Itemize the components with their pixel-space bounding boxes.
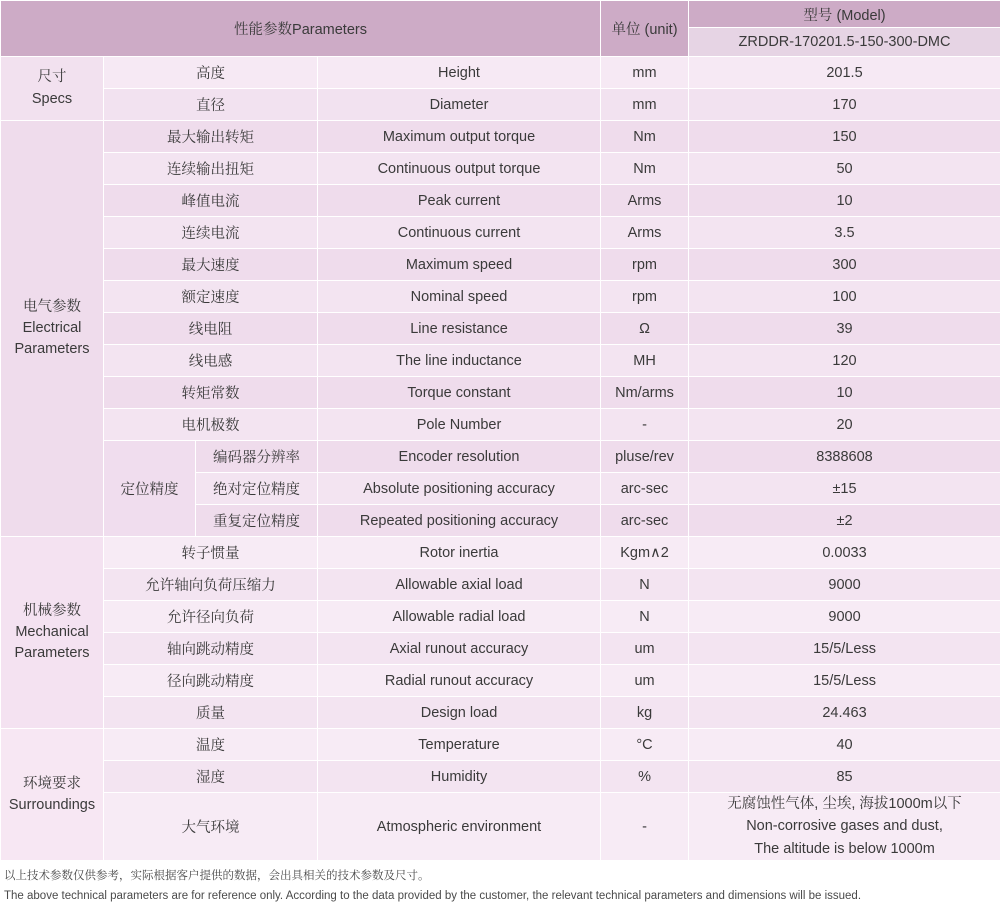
row-repeated-accuracy-value: ±2	[689, 505, 1000, 537]
row-height-value: 201.5	[689, 57, 1000, 89]
table-row	[1, 569, 1000, 601]
row-line-inductance-value: 120	[689, 345, 1000, 377]
row-height-cn: 高度	[104, 57, 318, 89]
row-atmospheric-value-line3: The altitude is below 1000m	[689, 838, 1000, 860]
row-humidity-cn: 湿度	[104, 761, 318, 793]
row-atmospheric-value-line2: Non-corrosive gases and dust,	[689, 815, 1000, 837]
row-max-torque-value: 150	[689, 121, 1000, 153]
table-row	[1, 601, 1000, 633]
table-row	[1, 57, 1000, 89]
row-atmospheric-en: Atmospheric environment	[318, 793, 601, 861]
row-rotor-inertia-unit: Kgm∧2	[601, 537, 689, 569]
table-row	[1, 665, 1000, 697]
row-torque-constant-cn: 转矩常数	[104, 377, 318, 409]
row-line-inductance-en: The line inductance	[318, 345, 601, 377]
row-humidity-en: Humidity	[318, 761, 601, 793]
row-torque-constant-value: 10	[689, 377, 1000, 409]
footnotes	[0, 861, 1000, 906]
row-axial-load-en: Allowable axial load	[318, 569, 601, 601]
row-radial-runout-cn: 径向跳动精度	[104, 665, 318, 697]
row-max-speed-en: Maximum speed	[318, 249, 601, 281]
row-axial-runout-unit: um	[601, 633, 689, 665]
table-row	[1, 281, 1000, 313]
header-unit: 单位 (unit)	[601, 1, 689, 57]
table-row	[1, 697, 1000, 729]
row-diameter-cn: 直径	[104, 89, 318, 121]
row-line-inductance-cn: 线电感	[104, 345, 318, 377]
row-diameter-value: 170	[689, 89, 1000, 121]
row-radial-load-unit: N	[601, 601, 689, 633]
row-nominal-speed-en: Nominal speed	[318, 281, 601, 313]
row-cont-current-en: Continuous current	[318, 217, 601, 249]
row-pole-number-value: 20	[689, 409, 1000, 441]
row-atmospheric-value	[689, 793, 1000, 861]
row-axial-runout-cn: 轴向跳动精度	[104, 633, 318, 665]
row-line-resistance-unit: Ω	[601, 313, 689, 345]
group-electrical	[1, 121, 104, 537]
row-cont-torque-cn: 连续输出扭矩	[104, 153, 318, 185]
row-pole-number-unit: -	[601, 409, 689, 441]
row-radial-load-value: 9000	[689, 601, 1000, 633]
row-absolute-accuracy-cn: 绝对定位精度	[196, 473, 318, 505]
row-rotor-inertia-value: 0.0033	[689, 537, 1000, 569]
row-design-load-cn: 质量	[104, 697, 318, 729]
row-peak-current-en: Peak current	[318, 185, 601, 217]
row-temperature-cn: 温度	[104, 729, 318, 761]
row-repeated-accuracy-en: Repeated positioning accuracy	[318, 505, 601, 537]
table-row	[1, 377, 1000, 409]
row-peak-current-value: 10	[689, 185, 1000, 217]
row-diameter-unit: mm	[601, 89, 689, 121]
row-torque-constant-unit: Nm/arms	[601, 377, 689, 409]
row-peak-current-unit: Arms	[601, 185, 689, 217]
group-electrical-en1: Electrical	[1, 318, 103, 339]
row-encoder-resolution-unit: pluse/rev	[601, 441, 689, 473]
row-line-resistance-en: Line resistance	[318, 313, 601, 345]
group-surroundings-en: Surroundings	[1, 795, 103, 816]
group-electrical-en2: Parameters	[1, 339, 103, 360]
group-specs	[1, 57, 104, 121]
row-radial-runout-unit: um	[601, 665, 689, 697]
row-absolute-accuracy-en: Absolute positioning accuracy	[318, 473, 601, 505]
row-axial-load-cn: 允许轴向负荷压缩力	[104, 569, 318, 601]
subgroup-positioning-accuracy: 定位精度	[104, 441, 196, 537]
row-axial-runout-value: 15/5/Less	[689, 633, 1000, 665]
table-row	[1, 633, 1000, 665]
row-max-speed-value: 300	[689, 249, 1000, 281]
row-line-resistance-cn: 线电阻	[104, 313, 318, 345]
row-height-unit: mm	[601, 57, 689, 89]
group-surroundings-cn: 环境要求	[1, 774, 103, 795]
row-design-load-en: Design load	[318, 697, 601, 729]
row-humidity-value: 85	[689, 761, 1000, 793]
row-cont-torque-value: 50	[689, 153, 1000, 185]
row-peak-current-cn: 峰值电流	[104, 185, 318, 217]
row-encoder-resolution-en: Encoder resolution	[318, 441, 601, 473]
row-repeated-accuracy-unit: arc-sec	[601, 505, 689, 537]
row-absolute-accuracy-unit: arc-sec	[601, 473, 689, 505]
header-model-value: ZRDDR-170201.5-150-300-DMC	[689, 28, 1000, 57]
table-header-row	[1, 1, 1000, 28]
table-row	[1, 313, 1000, 345]
row-humidity-unit: %	[601, 761, 689, 793]
footnote-cn: 以上技术参数仅供参考，实际根据客户提供的数据，会出具相关的技术参数及尺寸。	[4, 867, 996, 887]
table-row	[1, 185, 1000, 217]
row-radial-runout-value: 15/5/Less	[689, 665, 1000, 697]
header-model-label: 型号 (Model)	[689, 1, 1000, 28]
row-pole-number-cn: 电机极数	[104, 409, 318, 441]
row-atmospheric-unit: -	[601, 793, 689, 861]
table-row	[1, 441, 1000, 473]
row-cont-torque-unit: Nm	[601, 153, 689, 185]
group-mechanical-en2: Parameters	[1, 643, 103, 664]
table-row	[1, 793, 1000, 861]
row-cont-current-value: 3.5	[689, 217, 1000, 249]
group-surroundings	[1, 729, 104, 861]
row-diameter-en: Diameter	[318, 89, 601, 121]
row-line-inductance-unit: MH	[601, 345, 689, 377]
footnote-en: The above technical parameters are for reference only. According to the data provided by the customer, the relevant technical parameters and dimensions will be issued.	[4, 887, 996, 907]
group-mechanical-cn: 机械参数	[1, 601, 103, 622]
row-radial-load-cn: 允许径向负荷	[104, 601, 318, 633]
row-rotor-inertia-en: Rotor inertia	[318, 537, 601, 569]
row-height-en: Height	[318, 57, 601, 89]
row-max-speed-cn: 最大速度	[104, 249, 318, 281]
row-line-resistance-value: 39	[689, 313, 1000, 345]
table-row	[1, 537, 1000, 569]
group-mechanical	[1, 537, 104, 729]
table-row	[1, 729, 1000, 761]
row-design-load-unit: kg	[601, 697, 689, 729]
row-encoder-resolution-cn: 编码器分辨率	[196, 441, 318, 473]
table-row	[1, 153, 1000, 185]
group-mechanical-en1: Mechanical	[1, 622, 103, 643]
row-max-torque-unit: Nm	[601, 121, 689, 153]
row-cont-current-cn: 连续电流	[104, 217, 318, 249]
row-radial-load-en: Allowable radial load	[318, 601, 601, 633]
table-row	[1, 761, 1000, 793]
row-cont-torque-en: Continuous output torque	[318, 153, 601, 185]
table-row	[1, 89, 1000, 121]
row-nominal-speed-unit: rpm	[601, 281, 689, 313]
group-specs-cn: 尺寸	[1, 67, 103, 88]
table-row	[1, 121, 1000, 153]
table-row	[1, 249, 1000, 281]
row-nominal-speed-cn: 额定速度	[104, 281, 318, 313]
row-axial-runout-en: Axial runout accuracy	[318, 633, 601, 665]
row-atmospheric-cn: 大气环境	[104, 793, 318, 861]
row-radial-runout-en: Radial runout accuracy	[318, 665, 601, 697]
group-specs-en: Specs	[1, 89, 103, 110]
row-pole-number-en: Pole Number	[318, 409, 601, 441]
table-row	[1, 217, 1000, 249]
row-repeated-accuracy-cn: 重复定位精度	[196, 505, 318, 537]
row-rotor-inertia-cn: 转子惯量	[104, 537, 318, 569]
table-row	[1, 409, 1000, 441]
row-axial-load-unit: N	[601, 569, 689, 601]
row-max-torque-en: Maximum output torque	[318, 121, 601, 153]
group-electrical-cn: 电气参数	[1, 297, 103, 318]
row-axial-load-value: 9000	[689, 569, 1000, 601]
row-atmospheric-value-line1: 无腐蚀性气体, 尘埃, 海拔1000m以下	[689, 793, 1000, 815]
row-temperature-unit: °C	[601, 729, 689, 761]
row-cont-current-unit: Arms	[601, 217, 689, 249]
row-temperature-en: Temperature	[318, 729, 601, 761]
row-design-load-value: 24.463	[689, 697, 1000, 729]
row-absolute-accuracy-value: ±15	[689, 473, 1000, 505]
row-max-torque-cn: 最大输出转矩	[104, 121, 318, 153]
row-encoder-resolution-value: 8388608	[689, 441, 1000, 473]
row-torque-constant-en: Torque constant	[318, 377, 601, 409]
row-temperature-value: 40	[689, 729, 1000, 761]
row-nominal-speed-value: 100	[689, 281, 1000, 313]
header-parameters: 性能参数Parameters	[1, 1, 601, 57]
row-max-speed-unit: rpm	[601, 249, 689, 281]
table-row	[1, 345, 1000, 377]
